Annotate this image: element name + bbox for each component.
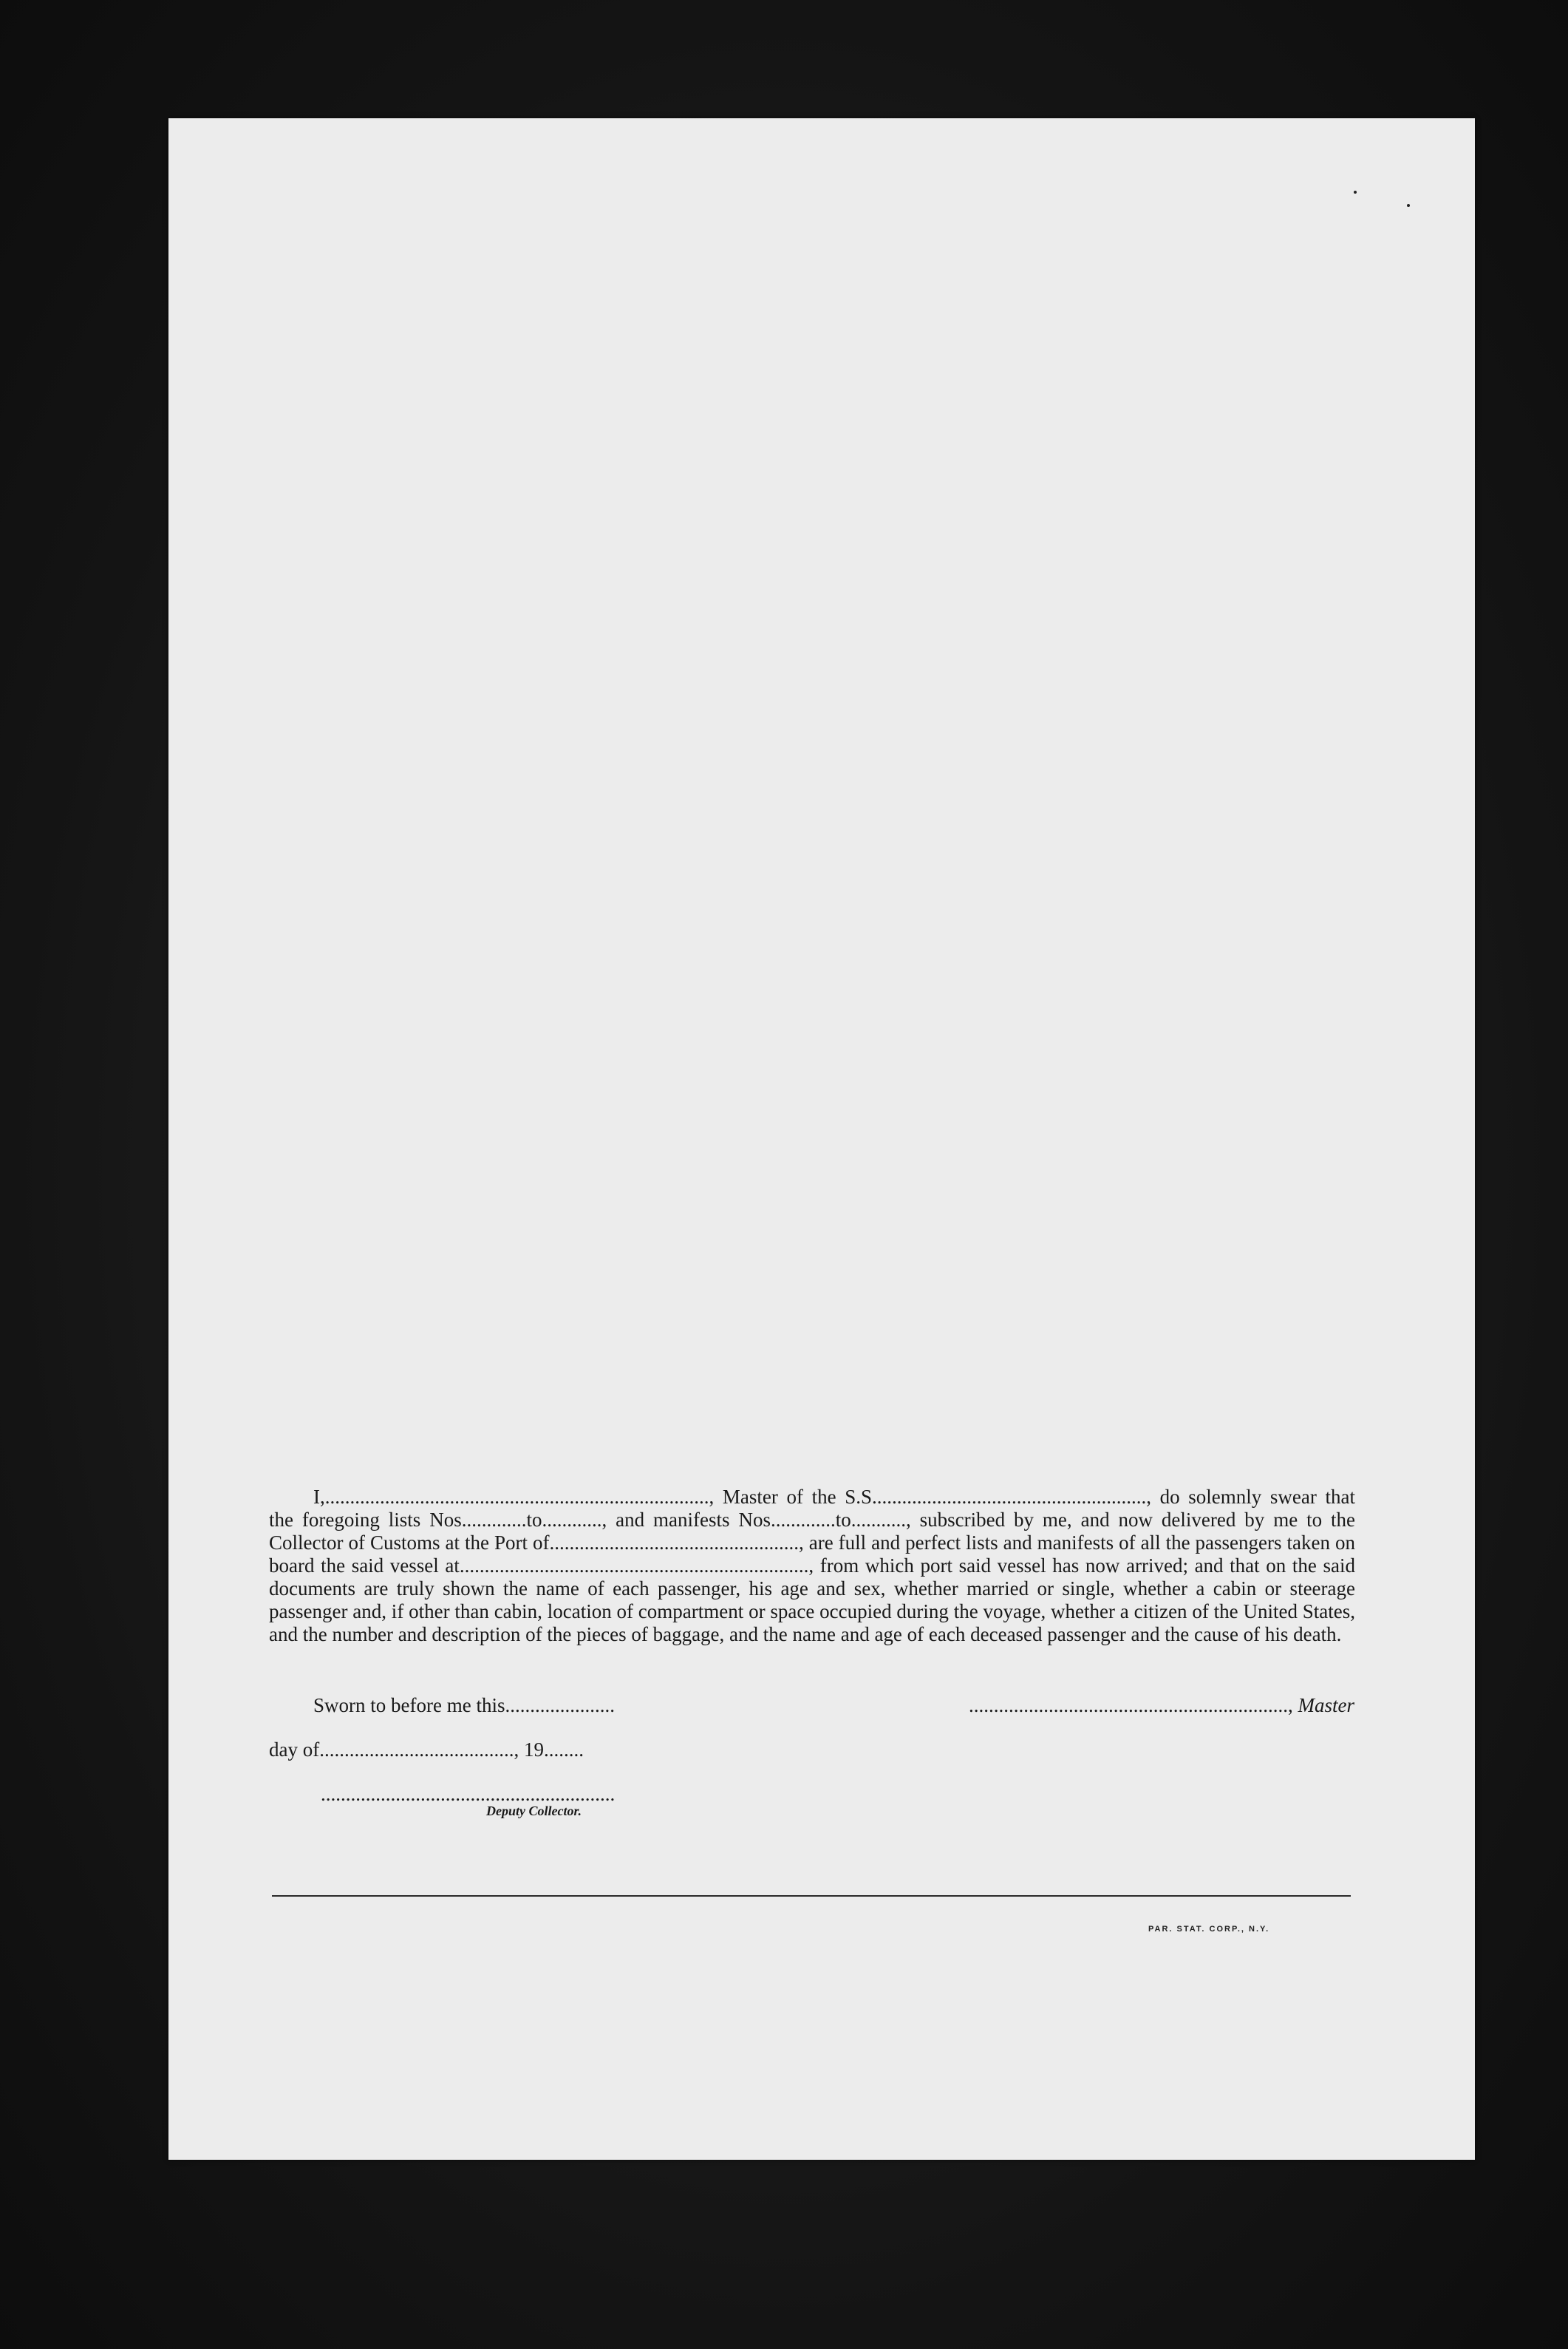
deputy-collector-label: Deputy Collector.	[486, 1804, 582, 1818]
ink-speck	[1407, 204, 1410, 207]
day-of-line: day of......................................., 19........	[269, 1738, 584, 1761]
document-page	[168, 118, 1475, 2160]
master-signature-line	[911, 1694, 1354, 1717]
oath-text: I,............................................................................., Master of the S.S......................................................., do solemnly swear that the foregoing lists Nos.............to............, and manifests Nos.............to..........., subscribed by me, and now delivered by me to the Collector of Customs at the Port of.................................................., are full and perfect lists and manifests of all the passengers taken on board the said vessel at......................................................................, from which port said vessel has now arrived; and that on the said documents are truly shown the name of each passenger, his age and sex, whether married or single, whether a cabin or steerage passenger and, if other than cabin, location of compartment or space occupied during the voyage, whether a citizen of the United States, and the number and description of the pieces of baggage, and the name and age of each deceased passenger and the cause of his death.	[269, 1486, 1355, 1645]
oath-paragraph	[269, 1486, 1355, 1646]
master-dots: ................................................................,	[969, 1694, 1293, 1716]
sworn-line: Sworn to before me this......................	[313, 1694, 615, 1716]
printer-imprint: PAR. STAT. CORP., N.Y.	[1148, 1925, 1270, 1934]
ink-speck	[1354, 191, 1357, 194]
horizontal-rule	[272, 1895, 1351, 1897]
deputy-signature-line: ...........................................................	[321, 1783, 616, 1805]
master-label: Master	[1298, 1694, 1354, 1716]
